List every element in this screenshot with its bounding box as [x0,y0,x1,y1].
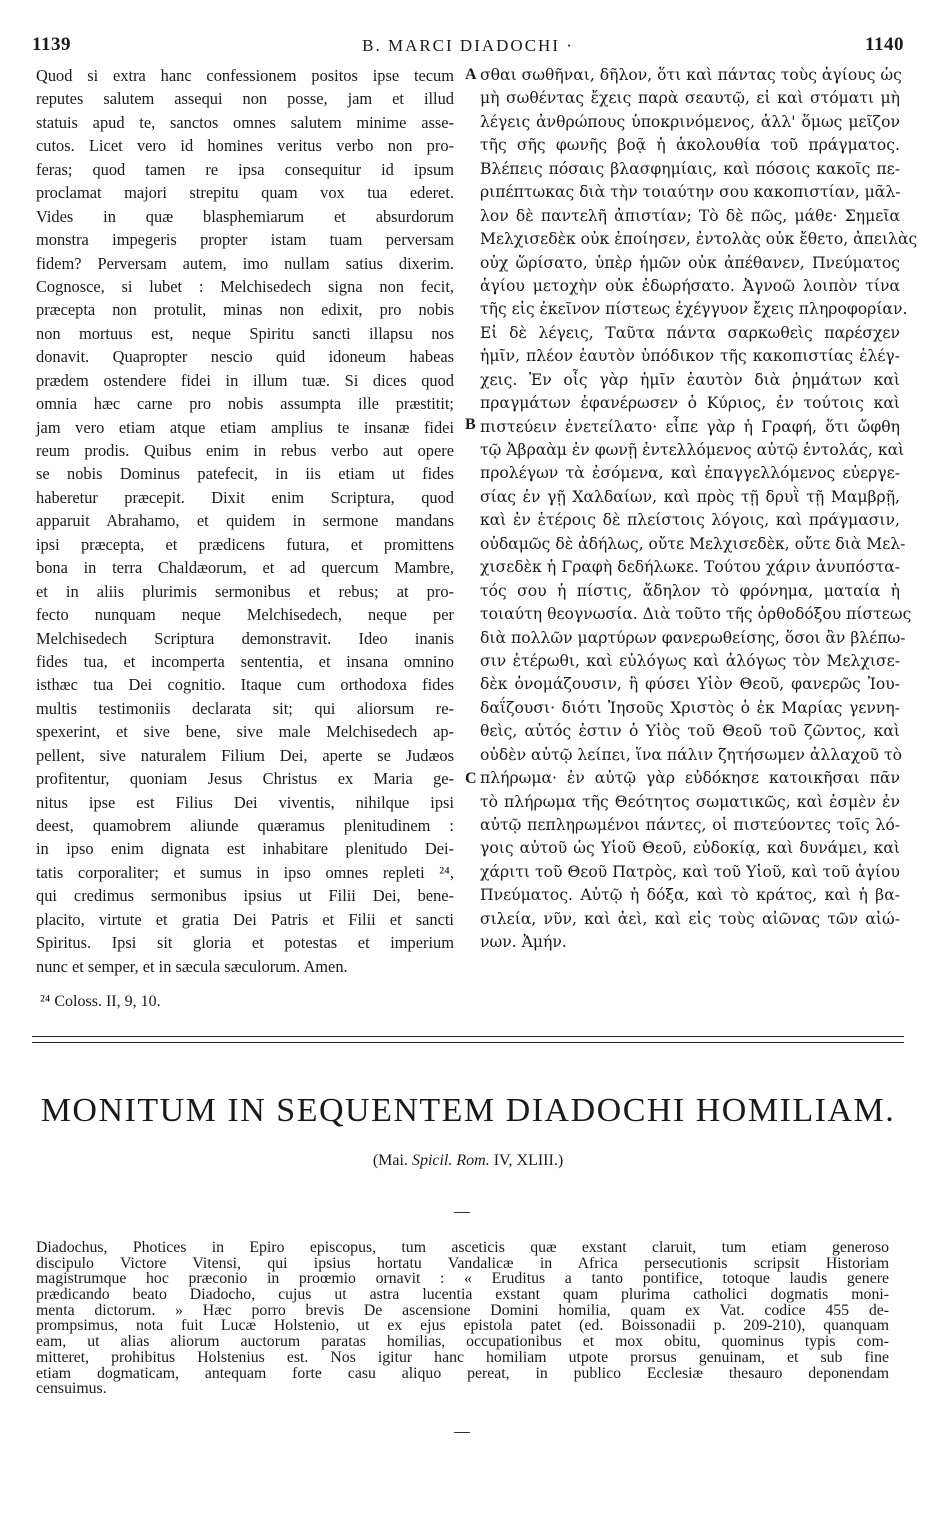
greek-text-line: προλέγων τὰ ἐσόμενα, καὶ ἐπαγγελλόμενος εὐεργε- [480,464,900,483]
greek-text-line: νων. Ἀμήν. [480,933,567,952]
page-number-left: 1139 [32,34,71,55]
greek-text-line: οὐχ ὥρίσατο, ὑπὲρ ἡμῶν οὐκ ἀπέθανεν, Πνεύματος [480,253,900,272]
latin-text-line: Spiritus. Ipsi sit gloria et potestas et imperium [36,933,454,953]
latin-text-line: profitentur, quoniam Jesus Christus ex Maria ge- [36,769,454,789]
greek-text-line: δαΐζουσι· διότι Ἰησοῦς Χριστὸς ὁ ἐκ Μαρίας γεννη- [480,698,900,717]
greek-text-line: πλήρωμα· ἐν αὐτῷ γὰρ εὐδόκησε κατοικῆσαι πᾶν [480,769,900,788]
latin-text-line: non mortuus est, neque Spiritu sancti illapsu nos [36,323,454,343]
latin-text-line: fidem? Perversam autem, imo nullam satius dixerim. [36,253,454,273]
source-prefix: (Mai. [372,1152,412,1169]
monitum-text-line: prompsimus, nota fuit Lucæ Holstenio, ut ex ejus epistola patet (ed. Boissonadii p. 209-210), quanquam [36,1317,889,1335]
latin-text-line: fides tua, et incomperta sententia, et insana omnino [36,651,454,671]
latin-text-line: nitus ipse est Filius Dei viventis, nihilque ipsi [36,792,454,812]
greek-text-line: τῆς εἰς ἐκεῖνον πίστεως ἐχέγγυον ἔχεις πληροφορίαν. [480,300,908,319]
monitum-text-line: discipulo Victore Vitensi, qui ipsius hortatu Vandalicæ in Africa persecutionis scripsit Historiam [36,1254,889,1272]
greek-text-line: σιλεία, νῦν, καὶ ἀεὶ, καὶ εἰς τοὺς αἰῶνας τῶν αἰώ- [480,909,900,928]
latin-text-line: reputes salutem assequi non posse, jam et illud [36,89,454,109]
latin-text-line: cutos. Licet vero id homines veritus verbo non pro- [36,136,454,156]
latin-text-line: jam vero etiam atque etiam amplius te insanæ fidei [36,417,454,437]
greek-text-line: μὴ σωθέντας ἔχεις παρὰ σεαυτῷ, εἰ καὶ στόματι μὴ [480,89,900,108]
latin-text-line: proclamat majori strepitu quam vox tua ederet. [36,183,454,203]
greek-text-line: αὐτῷ πεπληρωμένοι πάντες, οἱ πιστεύοντες τοῖς λό- [480,816,900,834]
monitum-text-line: mitteret, prohibitus Holstenius est. Nos igitur hanc homiliam utpote prorsus genuinam, et sub fine [36,1348,889,1366]
greek-text-line: δὲκ ὀνομάζουσιν, ἢ φύσει Υἱὸν Θεοῦ, φανερῶς Ἰου- [480,675,900,694]
greek-text-line: καὶ ἐν ἑτέροις δὲ πλείστοις λόγοις, καὶ πράγμασιν, [480,511,900,530]
latin-text-line: Melchisedech Scriptura demonstravit. Ideo inanis [36,628,454,648]
latin-text-line: prædem ostendere fidei in illum tuæ. Si dices quod [36,370,454,390]
page-number-right: 1140 [865,34,904,55]
latin-text-line: omnia hæc carne pro nobis assumpta ille præstitit; [36,394,454,414]
greek-text-line: χεις. Ἐν οἷς γὰρ ἡμῖν ἑαυτὸν διὰ ῥημάτων καὶ [480,370,900,389]
greek-text-line: τοιαύτη θεογνωσία. Διὰ τοῦτο τῆς ὀρθοδόξου πίστεως [480,605,912,624]
monitum-text-line: etiam dogmaticam, antequam forte casu aliquo pereat, in publico Ecclesiæ thesauro deponendam [36,1364,889,1382]
latin-text-line: fecto nunquam neque Melchisedech, neque per [36,605,454,625]
latin-text-line: monstra impegeris propter istam tuam perversam [36,230,454,250]
greek-text-line: Βλέπεις πόσαις βλασφημίαις, καὶ πόσοις κακοῖς πε- [480,159,900,178]
greek-text-line: τός σου ἡ πίστις, ἄδηλον τὸ φρόνημα, ματαία ἡ [480,581,900,600]
latin-text-line: qui credimus sermonibus ipsius ut Filii Dei, bene- [36,886,454,906]
latin-text-line: donavit. Quapropter nescio quid idoneum habeas [36,347,454,367]
latin-text-line: reum prodis. Quibus enim in rebus verbo aut opere [36,441,454,460]
latin-column [36,64,454,978]
greek-text-line: οὐδαμῶς δὲ ἀδήλως, οὔτε Μελχισεδὲκ, οὔτε διὰ Μελ- [480,534,906,553]
latin-text-line: statuis apud te, sanctos omnes salutem minime asse- [36,112,454,132]
greek-text-line: θεὶς, αὐτός ἐστιν ὁ Υἱὸς τοῦ Θεοῦ τοῦ ζῶντος, καὶ [480,722,900,741]
latin-text-line: pellent, sive naturalem Filium Dei, aperte se Judæos [36,745,454,765]
footnote: ²⁴ Coloss. II, 9, 10. [40,993,161,1010]
monitum-text-line: menta dictorum. » Hæc porro brevis De ascensione Domini homilia, quam ex Vat. codice 455 de- [36,1301,889,1319]
greek-text-line: Πνεύματος. Αὐτῷ ἡ δόξα, καὶ τὸ κράτος, καὶ ἡ βα- [480,886,900,905]
monitum-text-line: censuimus. [36,1380,107,1398]
latin-text-line: Vides in quæ blasphemiarum et absurdorum [36,206,454,226]
greek-text-line: τῆς σῆς φωνῆς βοᾷ ἡ ἀκολουθία τοῦ πράγματος. [480,136,900,155]
greek-text-line: σιν ἑτέρωθι, καὶ εὐλόγως καὶ ἀλόγως τὸν Μελχισε- [480,651,900,670]
section-rule-thin [32,1042,904,1043]
latin-text-line: et in aliis plurimis sermonibus et rebus; at pro- [36,581,454,601]
greek-text-line: τῷ Ἀβραὰμ ἐν φωνῇ ἐντελλόμενος αὐτῷ ἐντολάς, καὶ [480,441,905,459]
greek-text-line: πιστεύειν ἐνετείλατο· εἶπε γὰρ ἡ Γραφή, ὅτι ὤφθη [480,417,900,436]
latin-text-line: spexerint, et sive bene, sive male Melchisedech ap- [36,722,454,742]
page-header [32,34,904,58]
margin-marker-a: A [465,66,477,83]
greek-text-line: χισεδὲκ ἡ Γραφὴ δεδήλωκε. Τούτου χάριν ἀνυπόστα- [480,558,900,577]
greek-text-line: γοις αὐτοῦ ὡς Υἱοῦ Θεοῦ, εὐδοκίᾳ, καὶ δυνάμει, καὶ [480,839,900,858]
greek-text-line: τὸ πλήρωμα τῆς Θεότητος σωματικῶς, καὶ ἐσμὲν ἐν [480,792,900,811]
margin-marker-b: B [465,416,476,433]
latin-text-line: feras; quod tamen re ipsa consequitur id ipsum [36,159,454,179]
latin-text-line: bona in terra Chaldæorum, et ad quercum Mambre, [36,558,454,578]
separator-dash-top [454,1212,470,1213]
monitum-body [36,1240,889,1397]
greek-text-line: Μελχισεδὲκ οὐκ ἐποίησεν, ἐντολὰς οὐκ ἔθετο, ἀπειλὰς [480,230,918,249]
separator-dash-bottom [454,1432,470,1433]
greek-text-line: λον δὲ παντελῆ ἀπιστίαν; Τὸ δὲ πῶς, μάθε· Σημεῖα [480,206,900,225]
latin-text-line: nunc et semper, et in sæcula sæculorum. Amen. [36,956,348,976]
latin-text-line: isthæc tua Dei cognitio. Itaque cum orthodoxa fides [36,675,454,695]
greek-text-line: σίας ἐν γῇ Χαλδαίων, καὶ πρὸς τῇ δρυῒ τῇ Μαμβρῇ, [480,487,900,506]
monitum-source [32,1152,904,1170]
greek-text-line: οὐδὲν αὐτῷ λείπει, ἵνα πάλιν ζητήσωμεν ἀλλαχοῦ τὸ [480,745,902,764]
latin-text-line: Quod si extra hanc confessionem positos ipse tecum [36,66,454,85]
latin-text-line: se nobis Dominus patefecit, in iis etiam ut fides [36,464,454,484]
margin-marker-c: C [465,770,477,787]
greek-column [480,64,918,955]
source-italic: Spicil. Rom. [411,1152,490,1169]
latin-text-line: Cognosce, si lubet : Melchisedech signa non fecit, [36,276,454,296]
latin-text-line: tatis corporaliter; et sumus in ipso omnes repleti ²⁴, [36,862,454,882]
greek-text-line: ἁγίου μετοχὴν οὐκ ἐδωρήσατο. Ἀγνοῶ λοιπὸν τίνα [480,276,900,295]
greek-text-line: σθαι σωθῆναι, δῆλον, ὅτι καὶ πάντας τοὺς ἁγίους ὡς [480,66,902,84]
greek-text-line: χάριτι τοῦ Θεοῦ Πατρὸς, καὶ τοῦ Υἱοῦ, καὶ τοῦ ἁγίου [480,862,900,881]
latin-text-line: deest, quamobrem aliunde quæramus plenitudinem : [36,816,454,835]
monitum-text-line: prædicando beato Diadocho, cujus ut astra lucentia exstant quam plurima catholici dogmatis moni- [36,1286,889,1304]
greek-text-line: Εἰ δὲ λέγεις, Ταῦτα πάντα σαρκωθεὶς παρέσχεν [480,323,900,342]
source-suffix: IV, XLIII.) [489,1152,564,1169]
latin-text-line: præcepta non protulit, minas non edixit, pro nobis [36,300,454,320]
latin-text-line: in ipso enim dignata est inhabitare plenitudo Dei- [36,839,454,859]
monitum-title: MONITUM IN SEQUENTEM DIADOCHI HOMILIAM. [40,1092,896,1129]
running-title: B. MARCI DIADOCHI · [362,36,574,55]
latin-text-line: ipsi præcepta, et prædicens futura, et promittens [36,534,454,554]
greek-text-line: ριπέπτωκας διὰ τὴν τοιαύτην σου κακοπιστίαν, μᾶλ- [480,183,901,202]
section-rule-thick [32,1036,904,1037]
greek-text-line: ἡμῖν, πλέον ἑαυτὸν ὑπόδικον τῆς κακοπιστίας ἐλέγ- [480,347,900,366]
monitum-text-line: Diadochus, Photices in Epiro episcopus, tum asceticis quæ exstant claruit, tum etiam generoso [36,1239,889,1256]
latin-text-line: apparuit Abrahamo, et quidem in sermone mandans [36,511,454,531]
greek-text-line: διὰ πολλῶν μαρτύρων φανερωθείσης, ὅσοι ἂν βλέπω- [480,628,906,647]
greek-text-line: πραγμάτων ἐφανέρωσεν ὁ Κύριος, ἐν τούτοις καὶ [480,394,900,413]
latin-text-line: multis testimoniis declarata sit; qui aliorsum re- [36,698,454,718]
monitum-text-line: magistrumque hoc præconio in proœmio ornavit : « Eruditus a tanto pontifice, totoque laudis genere [36,1270,889,1288]
greek-text-line: λέγεις ἀνθρώπους ὑποκρινόμενος, ἀλλ' ὅμως μεῖζον [480,112,900,131]
latin-text-line: haberetur præcepit. Dixit enim Scriptura, quod [36,487,454,507]
latin-text-line: placito, virtute et gratia Dei Patris et Filii et sancti [36,909,454,929]
monitum-text-line: eam, ut alias aliorum auctorum paratas homilias, occupationibus et mox obitu, quominus typis com- [36,1333,889,1351]
